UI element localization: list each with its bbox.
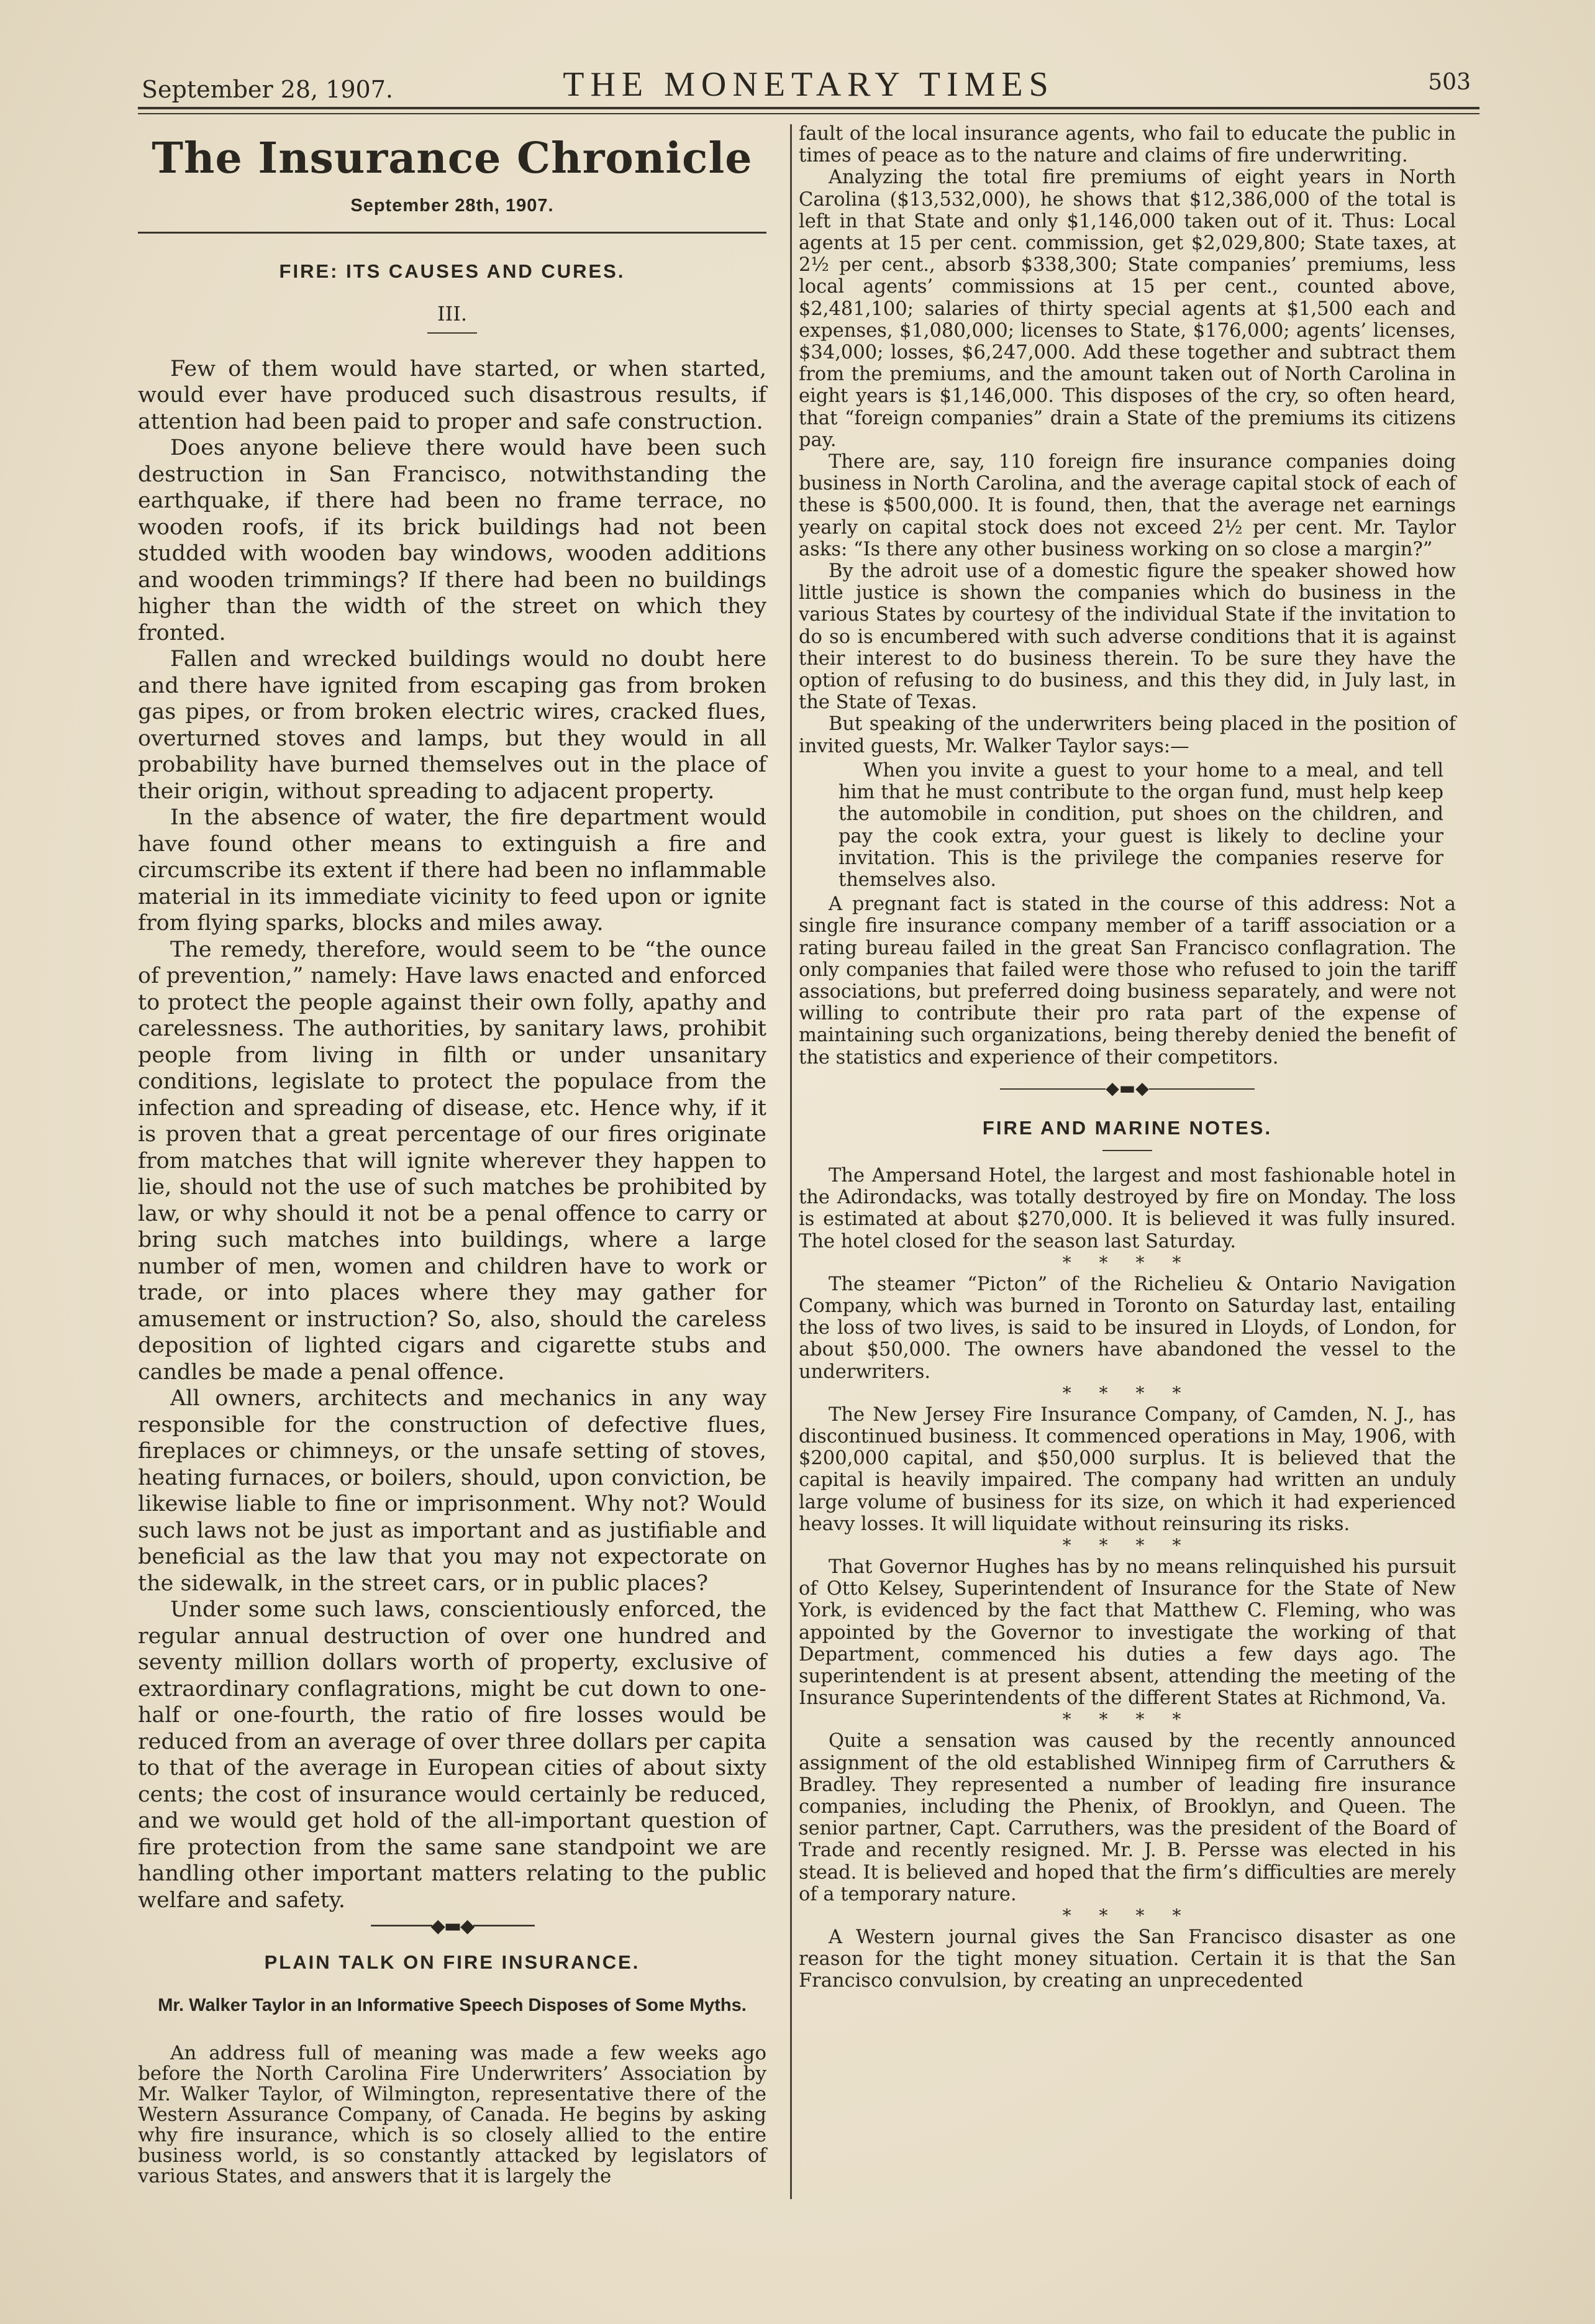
section-title-fire-marine-notes: FIRE AND MARINE NOTES. — [982, 1116, 1273, 1139]
chronicle-date: September 28th, 1907. — [350, 196, 554, 216]
fire-marine-notes — [799, 1165, 1456, 1992]
left-column — [138, 130, 766, 2187]
quote-text: When you invite a guest to your home to a meal, and tell him that he must contribute to the organ fund, must help keep the automobile in condition, put shoes on the children, and pay the cook extra, your guest is likely to decline your invitation. This is the privilege the companies reserve for themselves also. — [838, 759, 1443, 891]
stars-separator: * * * * — [1062, 1905, 1193, 1926]
article-subtitle: Mr. Walker Taylor in an Informative Speech Disposes of Some Myths. — [158, 1995, 747, 2015]
header-rule-thin — [138, 113, 1479, 114]
part-number: III. — [437, 302, 468, 326]
masthead-title: THE MONETARY TIMES — [563, 65, 1055, 104]
paragraph: There are, say, 110 foreign fire insurance companies doing business in North Carolina, and the average capital stock of each of these is $500,000. It is found, then, that the average net earnings yearly on capital stock does not exceed 2½ per cent. Mr. Taylor asks: “Is there any other business working on so close a margin?” — [799, 451, 1456, 560]
paragraph: Fallen and wrecked buildings would no doubt here and there have ignited from escaping gas from broken gas pipes, or from broken electric wires, cracked flues, overturned stoves and lamps, but they would in all probability have burned themselves out in the place of their origin, without spreading to adjacent property. — [138, 647, 766, 804]
page-header — [138, 62, 1479, 112]
header-rule-thick — [138, 107, 1479, 109]
note-item: Quite a sensation was caused by the recently announced assignment of the old established Winnipeg firm of Carruthers & Bradley. They represented a number of leading fire insurance companies, including the Phenix, of Brooklyn, and Queen. The senior partner, Capt. Carruthers, was the president of the Board of Trade and recently resigned. Mr. J. B. Persse was elected in his stead. It is believed and hoped that the firm’s difficulties are merely of a temporary nature. — [799, 1730, 1456, 1905]
paragraph: By the adroit use of a domestic figure the speaker showed how little justice is shown the companies which do business in the various States by courtesy of the individual State if the invitation to do so is encumbered with such adverse conditions that it is against their interest to do business therein. To be sure they have the option of refusing to do business, and this they did, in July last, in the State of Texas. — [799, 560, 1456, 714]
note-item: A Western journal gives the San Francisco disaster as one reason for the tight money situation. Certain it is that the San Francisco convulsion, by creating an unprecedented — [799, 1926, 1456, 1992]
paragraph: But speaking of the underwriters being placed in the position of invited guests, Mr. Walker Taylor says:— — [799, 713, 1456, 757]
header-date: September 28, 1907. — [142, 76, 393, 103]
stars-separator: * * * * — [1062, 1382, 1193, 1403]
paragraph: Does anyone believe there would have been such destruction in San Francisco, notwithstanding the earthquake, if there had been no frame terrace, no wooden roofs, if its brick buildings had not been studded with wooden bay windows, wooden additions and wooden trimmings? If there had been no buildings higher than the width of the street on which they fronted. — [138, 435, 766, 645]
stars-separator: * * * * — [1062, 1252, 1193, 1273]
paragraph: The remedy, therefore, would seem to be “the ounce of prevention,” namely: Have laws enacted and enforced to protect the people against their own folly, apathy and carelessness. The authorities, by sanitary laws, prohibit people from living in filth or under unsanitary conditions, legislate to protect the populace from the infection and spreading of disease, etc. Hence why, if it is proven that a great percentage of our fires originate from matches that will ignite wherever they happen to lie, should not the use of such matches be prohibited by law, or why should it not be a penal offence to carry or bring such matches into buildings, where a large number of men, women and children have to work or trade, or into places where they may gather for amusement or instruction? So, also, should the careless deposition of lighted cigars and cigarette stubs and candles be made a penal offence. — [138, 937, 766, 1385]
right-column — [799, 123, 1456, 1992]
short-rule — [427, 332, 477, 334]
paragraph-continued: fault of the local insurance agents, who fail to educate the public in times of peace as to the nature and claims of fire underwriting. — [799, 123, 1456, 167]
paragraph: Under some such laws, conscientiously enforced, the regular annual destruction of over one hundred and seventy million dollars worth of property, exclusive of extraordinary conflagrations, might be cut down to one-half or one-fourth, the ratio of fire losses would be reduced from an average of over three dollars per capita to that of the average in European cities of about sixty cents; the cost of insurance would certainly be reduced, and we would get hold of the all-important question of fire protection from the same sane standpoint we are handling other important matters relating to the public welfare and safety. — [138, 1597, 767, 1913]
paragraph: Analyzing the total fire premiums of eight years in North Carolina ($13,532,000), he shows that $12,386,000 of the total is left in that State and only $1,146,000 taken out of it. Thus: Local agents at 15 per cent. commission, get $2,029,800; State taxes, at 2½ per cent., absorb $338,300; State companies’ premiums, less local agents’ commissions at 15 per cent., counted above, $2,481,100; salaries of thirty special agents at $1,500 each and expenses, $1,080,000; licenses to State, $176,000; agents’ licenses, $34,000; losses, $6,247,000. Add these together and subtract them from the premiums, and the amount taken out of North Carolina in eight years is $1,146,000. This disposes of the cry, so often heard, that “foreign companies” drain a State of the premiums its citizens pay. — [799, 166, 1456, 451]
note-item: The Ampersand Hotel, the largest and most fashionable hotel in the Adirondacks, was totally destroyed by fire on Monday. The loss is estimated at about $270,000. It is believed it was fully insured. The hotel closed for the season last Saturday. — [799, 1164, 1456, 1252]
note-item: The New Jersey Fire Insurance Company, of Camden, N. J., has discontinued business. It commenced operations in May, 1906, with $200,000 capital, and $50,000 surplus. It is believed that the capital is heavily impaired. The company had written an unduly large volume of business for its size, on which it had experienced heavy losses. It will liquidate without reinsuring its risks. — [799, 1403, 1456, 1535]
section-title-fire-causes: FIRE: ITS CAUSES AND CURES. — [279, 260, 625, 282]
note-item: That Governor Hughes has by no means relinquished his pursuit of Otto Kelsey, Superintendent of Insurance for the State of New York, is evidenced by the fact that Matthew C. Fleming, who was appointed by the Governor to investigate the working of that Department, commenced his duties a few days ago. The superintendent is at present absent, attending the meeting of the Insurance Superintendents of the different States at Richmond, Va. — [799, 1556, 1456, 1710]
article-fire-causes-body — [138, 356, 766, 1914]
ornament-divider: ◆▬◆ — [799, 1080, 1456, 1097]
ornament-divider: ──────◆▬◆────── — [371, 1915, 534, 1937]
paragraph: In the absence of water, the fire department would have found other means to extinguish a fire and circumscribe its extent if there had been no inflammable material in its immediate vicinity to feed upon or ignite from flying sparks, blocks and miles away. — [138, 805, 766, 936]
short-rule — [1102, 1150, 1152, 1151]
paragraph: An address full of meaning was made a few weeks ago before the North Carolina Fire Underwriters’ Association by Mr. Walker Taylor, of Wilmington, representative there of the Western Assurance Company, of Canada. He begins by asking why fire insurance, which is so closely allied to the entire business world, is so constantly attacked by legislators of various States, and answers that it is largely the — [138, 2041, 766, 2187]
section-rule — [138, 232, 766, 234]
paragraph: All owners, architects and mechanics in any way responsible for the construction of defective flues, fireplaces or chimneys, or the unsafe setting of stoves, heating furnaces, or boilers, should, upon conviction, be likewise liable to fine or imprisonment. Why not? Would such laws not be just as important and as justifiable and beneficial as the law that you may not expectorate on the sidewalk, in the street cars, or in public places? — [138, 1386, 766, 1596]
article-plain-talk-body — [138, 2043, 766, 2187]
page-number: 503 — [1428, 70, 1471, 95]
column-divider — [790, 124, 792, 2199]
paragraph: A pregnant fact is stated in the course of this address: Not a single fire insurance company member of a tariff association or a rating bureau failed in the great San Francisco conflagration. The only companies that failed were those who refused to join the tariff associations, but preferred doing business separately, and were not willing to contribute their pro rata part of the expense of maintaining such organizations, being thereby denied the benefit of the statistics and experience of their competitors. — [799, 893, 1456, 1069]
note-item: The steamer “Picton” of the Richelieu & Ontario Navigation Company, which was burned in Toronto on Saturday last, entailing the loss of two lives, is said to be insured in Lloyds, of London, for about $50,000. The owners have abandoned the vessel to the underwriters. — [799, 1273, 1456, 1383]
paragraph: Few of them would have started, or when started, would ever have produced such disastrous results, if attention had been paid to proper and safe construction. — [138, 356, 766, 434]
stars-separator: * * * * — [1062, 1534, 1193, 1556]
chronicle-title: The Insurance Chronicle — [152, 134, 753, 183]
block-quote — [838, 760, 1443, 891]
article-plain-talk-continued — [799, 123, 1456, 1069]
section-title-plain-talk: PLAIN TALK ON FIRE INSURANCE. — [264, 1951, 640, 1973]
stars-separator: * * * * — [1062, 1709, 1193, 1730]
